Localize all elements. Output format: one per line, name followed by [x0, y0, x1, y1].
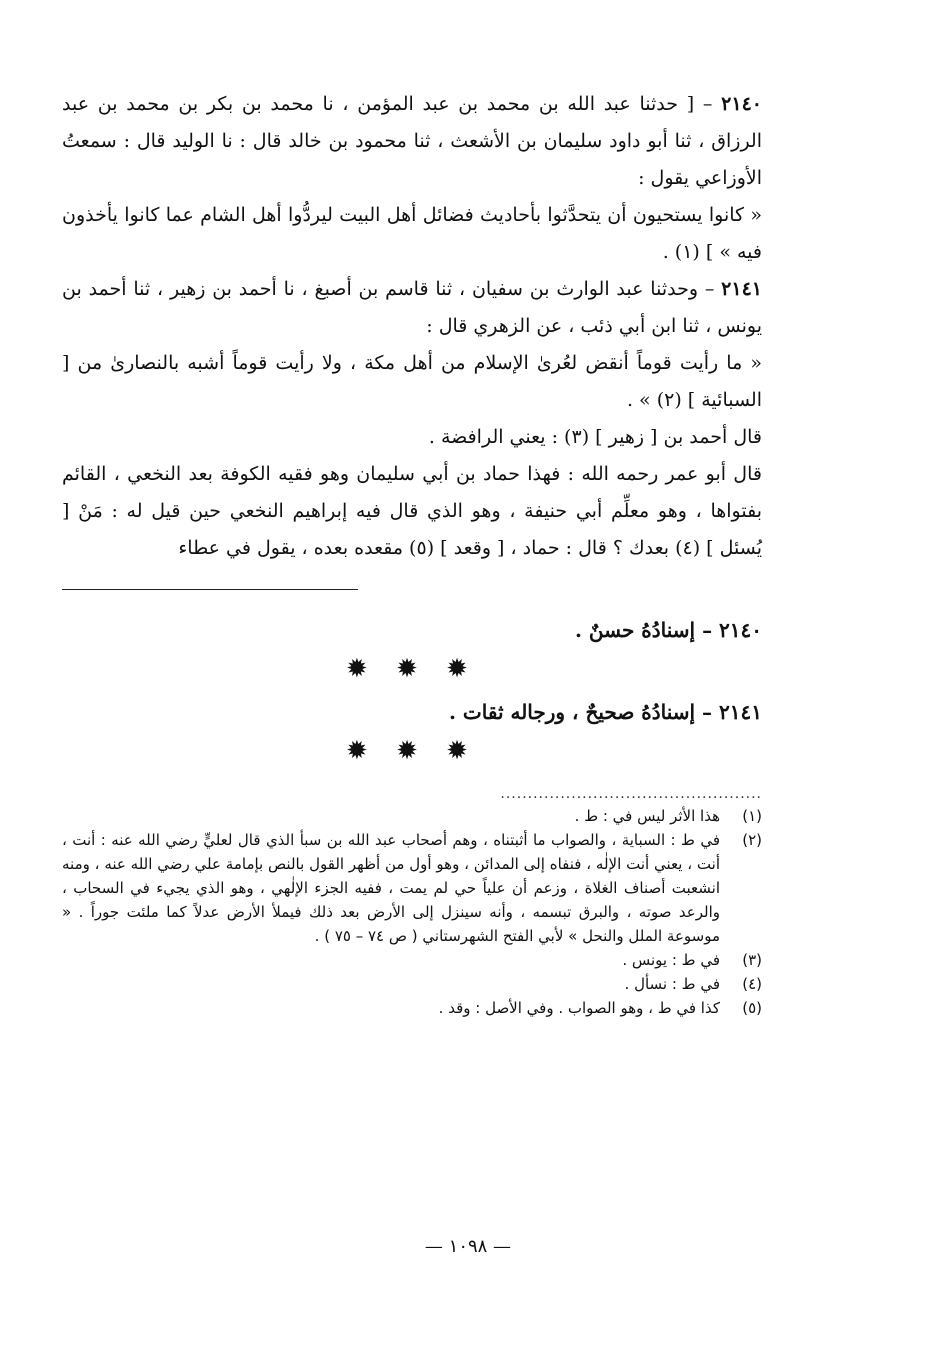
- paragraph-text: « ما رأيت قوماً أنقض لعُرىٰ الإسلام من أهل مكة ، ولا رأيت قوماً أشبه بالنصارىٰ من [ السبائية ] (٢) » .: [62, 352, 762, 411]
- paragraph-text: – وحدثنا عبد الوارث بن سفيان ، ثنا قاسم بن أصبغ ، نا أحمد بن زهير ، ثنا أحمد بن يونس ، ثنا ابن أبي ذئب ، عن الزهري قال :: [62, 278, 762, 337]
- footnote-text: في ط : السباية ، والصواب ما أثبتناه ، وهم أصحاب عبد الله بن سبأ الذي قال لعليٍّ رضي الله عنه : أنت ، أنت ، يعني أنت الإلٰه ، فنفاه إلى المدائن ، وهو أول من أظهر القول بالنص بإمامة علي رضي الله عنه ، ومنه انشعبت أصناف الغلاة ، وزعم أن علياً حي لم يمت ، ففيه الجزء الإلٰهي ، وهو الذي يجيء في السحاب ، والرعد صوته ، والبرق تبسمه ، وأنه سينزل إلى الأرض بعد ذلك فيملأ الأرض عدلاً كما ملئت جوراً . « موسوعة الملل والنحل » لأبي الفتح الشهرستاني ( ص ٧٤ – ٧٥ ) .: [62, 831, 720, 945]
- star-ornament: ✹ ✹ ✹: [346, 736, 478, 766]
- hadith-number: ٢١٤١: [721, 278, 762, 300]
- footnotes: [62, 804, 762, 1020]
- divider-line: [62, 589, 358, 590]
- paragraph-text: « كانوا يستحيون أن يتحدَّثوا بأحاديث فضائل أهل البيت ليردُّوا أهل الشام عما كانوا يأخذون فيه » ] (١) .: [62, 204, 762, 263]
- footnote: [62, 804, 762, 828]
- footnote: [62, 972, 762, 996]
- footnote-number: (٤): [742, 975, 762, 993]
- footnote-text: كذا في ط ، وهو الصواب . وفي الأصل : وقد .: [438, 999, 720, 1017]
- footnote-number: (٥): [742, 999, 762, 1017]
- footnote: [62, 996, 762, 1020]
- footnote: [62, 828, 762, 948]
- grading-text: – إسنادُهُ حسنٌ .: [574, 618, 713, 642]
- paragraph-abu-umar: [62, 456, 762, 567]
- grading-2141: [62, 698, 762, 726]
- grading-text: – إسنادُهُ صحيحٌ ، ورجاله ثقات .: [449, 700, 713, 724]
- paragraph-ahmad: [62, 419, 762, 456]
- document-page: [62, 86, 762, 1020]
- footnote: [62, 948, 762, 972]
- footnote-text: هذا الأثر ليس في : ط .: [574, 807, 720, 825]
- paragraph-text: قال أبو عمر رحمه الله : فهذا حماد بن أبي سليمان وهو فقيه الكوفة بعد النخعي ، القائم بفتواها ، وهو معلِّم أبي حنيفة ، وهو الذي قال فيه إبراهيم النخعي حين قيل له : مَنْ [ يُسئل ] (٤) بعدك ؟ قال : حماد ، [ وقعد ] (٥) مقعده بعده ، يقول في عطاء: [62, 463, 762, 559]
- footnote-number: (٣): [742, 951, 762, 969]
- paragraph-2140: [62, 86, 762, 197]
- quote-awzai: [62, 197, 762, 271]
- page-number: — ١٠٩٨ —: [424, 1236, 512, 1257]
- paragraph-text: قال أحمد بن [ زهير ] (٣) : يعني الرافضة .: [428, 426, 762, 448]
- grading-number: ٢١٤٠: [719, 618, 762, 642]
- footnote-text: في ط : نسأل .: [624, 975, 720, 993]
- grading-2140: [62, 616, 762, 644]
- footnote-text: في ط : يونس .: [622, 951, 720, 969]
- paragraph-2141: [62, 271, 762, 345]
- grading-number: ٢١٤١: [719, 700, 762, 724]
- hadith-number: ٢١٤٠: [721, 93, 762, 115]
- footnote-number: (١): [742, 807, 762, 825]
- main-text: [62, 86, 762, 567]
- footnote-separator: ................................................: [500, 786, 762, 802]
- paragraph-text: – [ حدثنا عبد الله بن محمد بن عبد المؤمن ، نا محمد بن بكر بن محمد بن عبد الرزاق ، ثنا أبو داود سليمان بن الأشعث ، ثنا محمود بن خالد قال : نا الوليد قال : سمعتُ الأوزاعي يقول :: [62, 93, 762, 189]
- footnote-number: (٢): [742, 831, 762, 849]
- quote-zuhri: [62, 345, 762, 419]
- star-ornament: ✹ ✹ ✹: [346, 654, 478, 684]
